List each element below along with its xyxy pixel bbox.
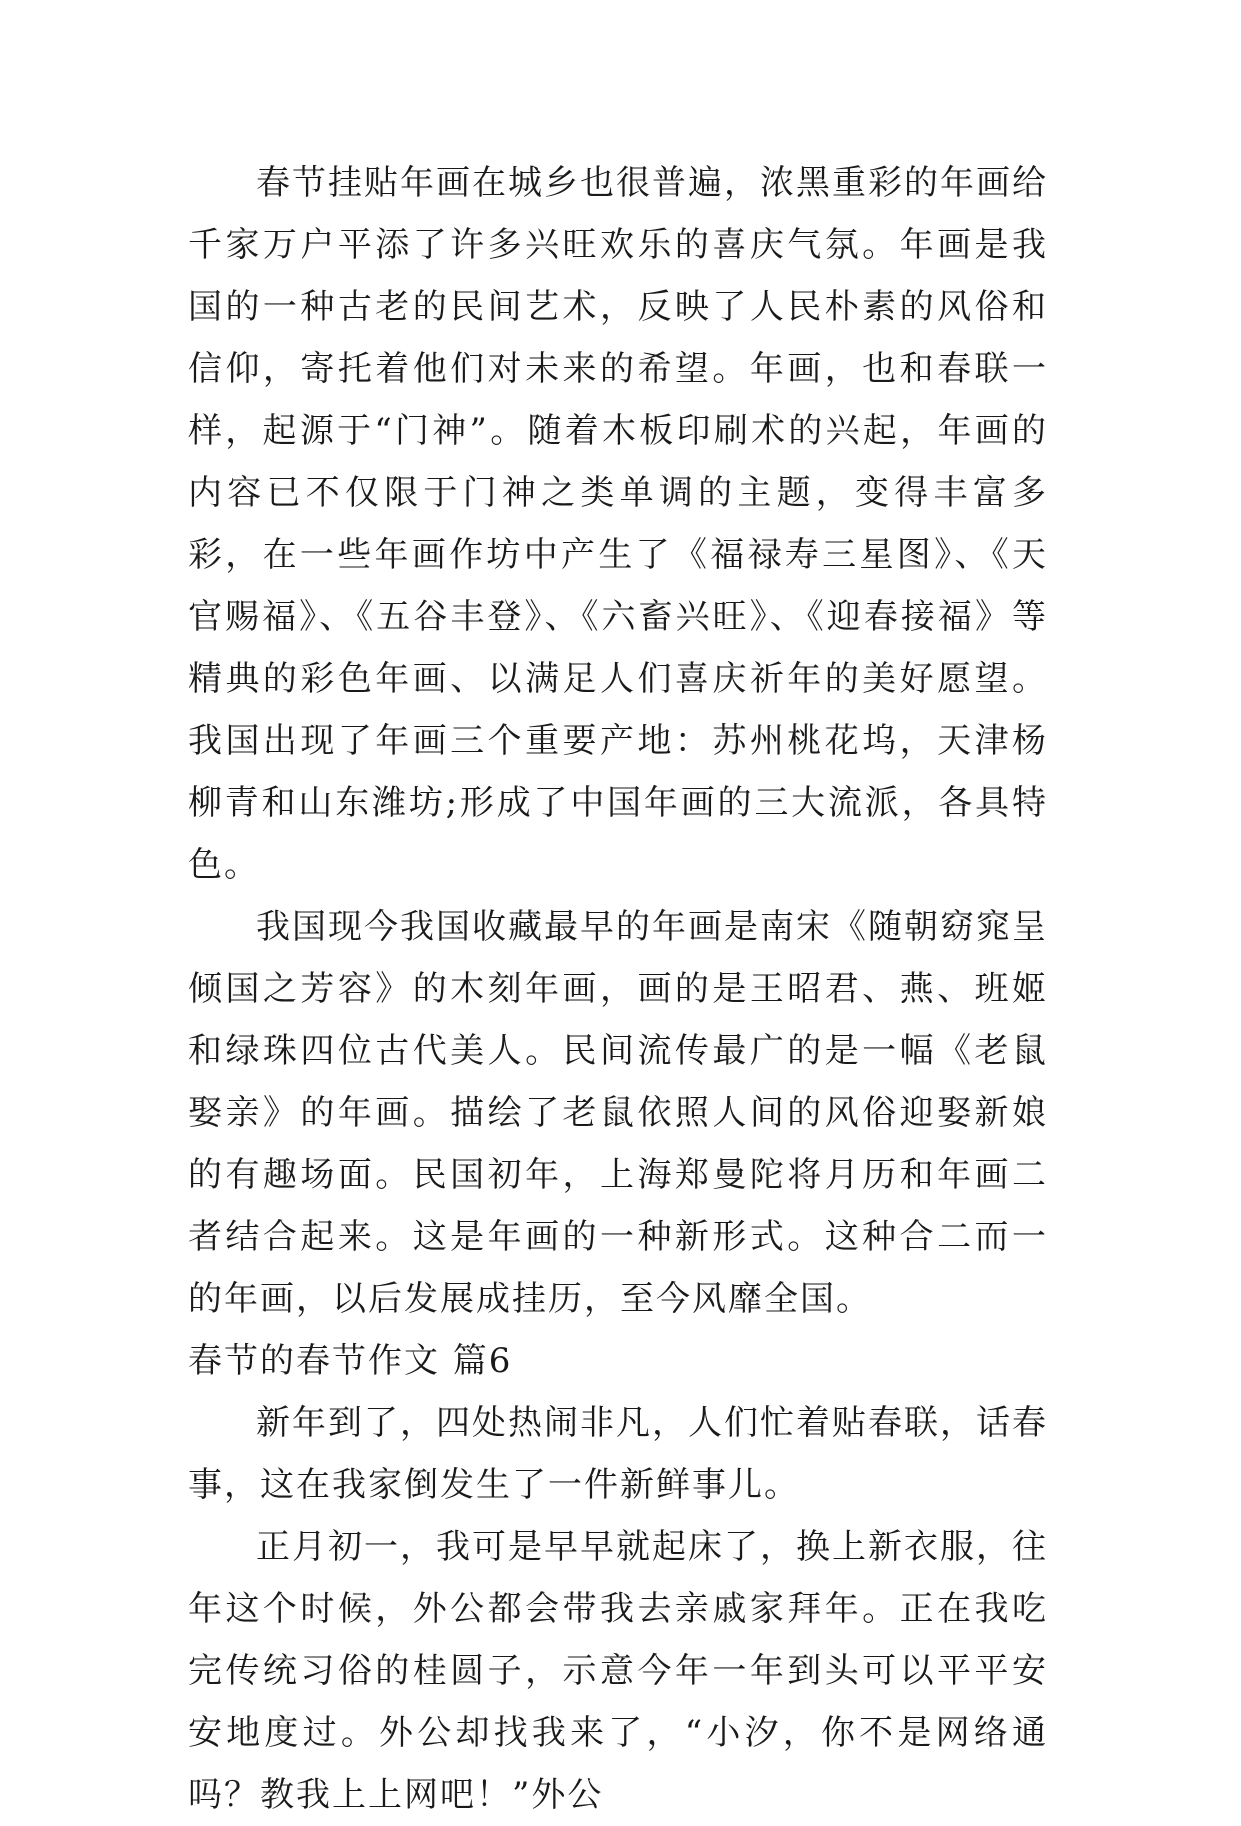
paragraph-earliest-new-year-picture: 我国现今我国收藏最早的年画是南宋《随朝窈窕呈倾国之芳容》的木刻年画，画的是王昭君、燕、班姬和绿珠四位古代美人。民间流传最广的是一幅《老鼠娶亲》的年画。描绘了老鼠依照人间的风俗迎娶新娘的有趣场面。民国初年，上海郑曼陀将月历和年画二者结合起来。这是年画的一种新形式。这种合二而一的年画，以后发展成挂历，至今风靡全国。 <box>188 907 1048 1319</box>
paragraph-new-year-pictures: 春节挂贴年画在城乡也很普遍，浓黑重彩的年画给千家万户平添了许多兴旺欢乐的喜庆气氛。年画是我国的一种古老的民间艺术，反映了人民朴素的风俗和信仰，寄托着他们对未来的希望。年画，也和春联一样，起源于“门神”。随着木板印刷术的兴起，年画的内容已不仅限于门神之类单调的主题，变得丰富多彩，在一些年画作坊中产生了《福禄寿三星图》、《天官赐福》、《五谷丰登》、《六畜兴旺》、《迎春接福》等精典的彩色年画、以满足人们喜庆祈年的美好愿望。我国出现了年画三个重要产地：苏州桃花坞，天津杨柳青和山东潍坊;形成了中国年画的三大流派，各具特色。 <box>188 163 1048 885</box>
document-body <box>188 152 1048 1826</box>
paragraph-new-year-arrives: 新年到了，四处热闹非凡，人们忙着贴春联，话春事，这在我家倒发生了一件新鲜事儿。 <box>188 1403 1048 1505</box>
section-heading: 春节的春节作文 篇6 <box>188 1341 513 1381</box>
paragraph-first-day: 正月初一，我可是早早就起床了，换上新衣服，往年这个时候，外公都会带我去亲戚家拜年。正在我吃完传统习俗的桂圆子，示意今年一年到头可以平平安安地度过。外公却找我来了，“小汐，你不是网络通吗？教我上上网吧！”外公 <box>188 1527 1048 1815</box>
